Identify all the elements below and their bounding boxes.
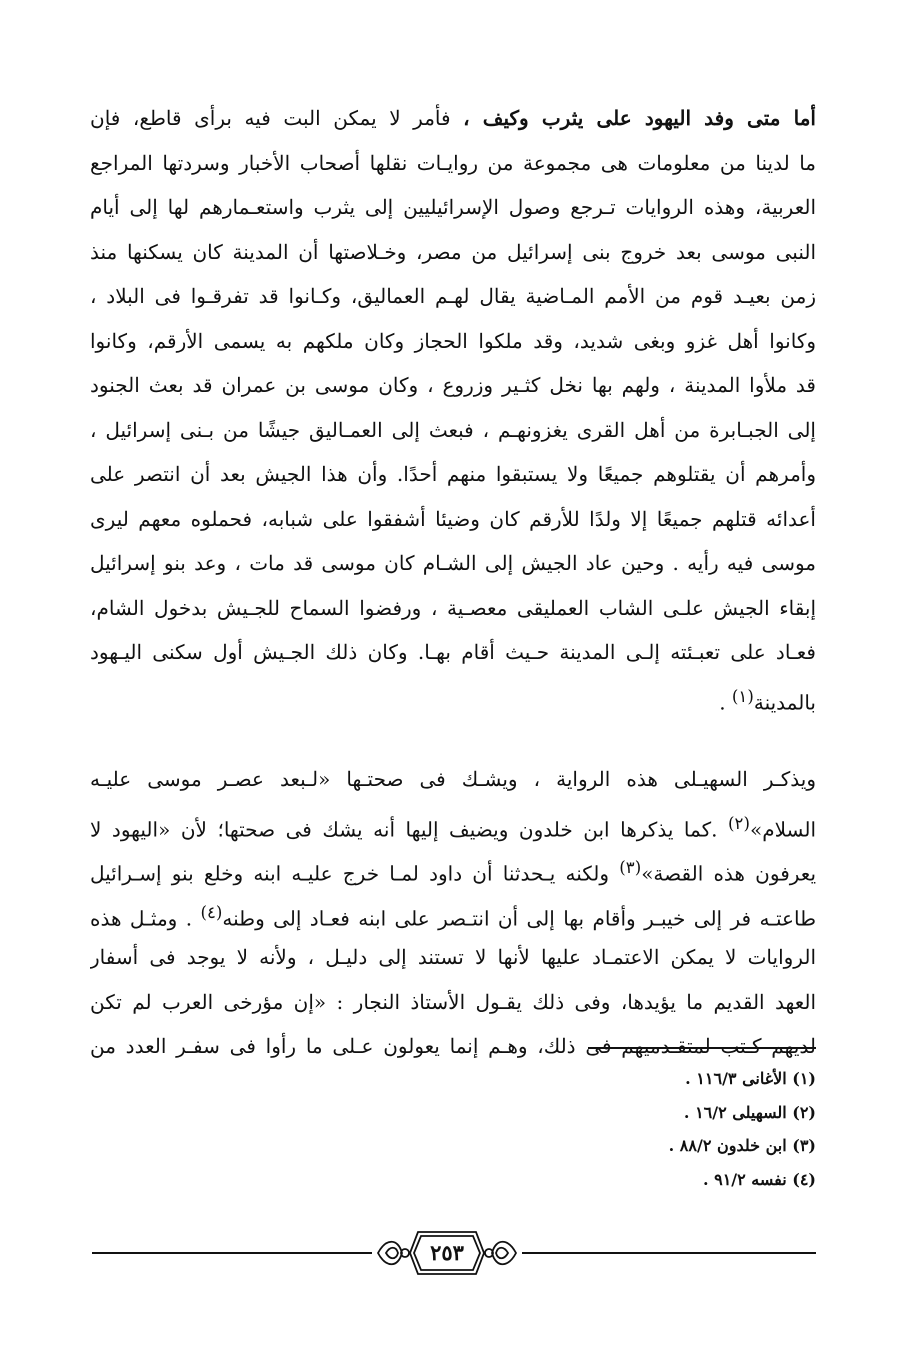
text-line: زمن بعيـد قوم من الأمم المـاضية يقال لهـم العماليق، وكـانوا قد تفرقـوا فى البلاد ، <box>90 284 816 308</box>
footnote-ref: (٣) <box>619 858 642 877</box>
main-text <box>90 96 816 1069</box>
text-line: وكانوا أهل غزو وبغى شديد، وقد ملكوا الحجاز وكان ملكهم به يسمى الأرقم، وكانوا <box>90 328 816 353</box>
text-line: وأمرهم أن يقتلوهم جميعًا ولا يستبقوا منهم أحدًا. وأن هذا الجيش بعد أن انتصر على <box>90 462 816 486</box>
bottom-rule-left <box>92 1252 372 1254</box>
text-line: إبقاء الجيش علـى الشاب العمليقى معصـية ، ورفضوا السماح للجـيش بدخول الشام، <box>90 595 816 620</box>
text-line: النبى موسى بعد خروج بنى إسرائيل من مصر، وخـلاصتها أن المدينة كان يسكنها منذ <box>90 239 816 264</box>
text-span: بالمدينة <box>753 690 816 715</box>
paragraph-gap <box>90 719 816 757</box>
footnote-ref: (٤) <box>200 902 223 922</box>
text-span: فأمر لا يمكن البت فيه برأى قاطع، فإن <box>90 106 451 130</box>
text-line <box>90 802 816 847</box>
end-mark: . <box>719 690 726 715</box>
footnote-ref: (٢) <box>728 813 750 833</box>
footnote: (٤) نفسه ٩١/٢ . <box>702 1169 816 1189</box>
footnote: (١) الأغانى ١١٦/٣ . <box>685 1069 816 1088</box>
text-line: فعـاد على تعبـئته إلـى المدينة حـيث أقام بهـا. وكان ذلك الجـيش أول سكنى اليـهود <box>90 640 816 664</box>
page-number: ٢٥٣ <box>430 1240 464 1265</box>
footnote: (٣) ابن خلدون ٨٨/٢ . <box>668 1136 816 1155</box>
footnote: (٢) السهيلى ١٦/٢ . <box>683 1102 816 1122</box>
text-line: العربية، وهذه الروايات تـرجع وصول الإسرائيليين إلى يثرب واستعـمارهم لها إلى أيام <box>90 195 816 219</box>
text-span: طاعتـه فر إلى خيبـر وأقام بها إلى أن انتـصر على ابنه فعـاد إلى وطنه <box>222 906 816 931</box>
text-line <box>90 891 816 936</box>
footnote-divider <box>588 1047 816 1049</box>
text-line: قد ملأوا المدينة ، ولهم بها نخل كثـير وزروع ، وكان موسى بن عمران قد بعث الجنود <box>90 373 816 397</box>
footnote-ref: (١) <box>731 686 754 706</box>
text-line: ما لدينا من معلومات هى مجموعة من روايـات نقلها أصحاب الأخبار وسردتها المراجع <box>90 150 816 175</box>
text-line: الروايات لا يمكن الاعتمـاد عليها لأنها لا تستند إلى دليـل ، ولأنه لا يوجد فى أسفار <box>90 945 816 969</box>
text-span: ولكنه يـحدثنا أن داود لمـا خرج عليـه ابنه وخلع بنو إسـرائيل <box>90 861 610 886</box>
text-line: إلى الجبـابرة من أهل القرى يغزونهـم ، فبعث إلى العمـاليق جيشًا من بـنى إسرائيل ، <box>90 417 816 442</box>
text-line: أعدائه قتلهم جميعًا إلا ولدًا للأرقم كان وضيئا أشفقوا على شبابه، فحملوه معهم ليرى <box>90 506 816 531</box>
footnotes <box>480 1062 816 1196</box>
bold-lead: أما متى وفد اليهود على يثرب وكيف ، <box>463 106 816 130</box>
text-line: ويذكـر السهيـلى هذه الرواية ، ويشـك فى صحتـها «لـبعد عصـر موسى عليـه <box>90 767 816 791</box>
bottom-rule-right <box>522 1252 816 1254</box>
paragraph-1 <box>90 96 816 719</box>
text-line: موسى فيه رأيه . وحين عاد الجيش إلى الشـام كان موسى قد مات ، وعد بنو إسرائيل <box>90 551 816 575</box>
text-line <box>90 675 816 720</box>
text-span: يعرفون هذه القصة» <box>641 861 816 886</box>
text-span: السلام» <box>749 817 816 842</box>
text-line <box>90 846 816 891</box>
paragraph-2 <box>90 757 816 1069</box>
text-line <box>90 96 816 141</box>
text-line: لديهم كـتب لمتقـدميهم فى ذلك، وهـم إنما يعولون عـلى ما رأوا فى سفـر العدد من <box>90 1034 816 1058</box>
text-line: العهد القديم ما يؤيدها، وفى ذلك يقـول الأستاذ النجار : «إن مؤرخى العرب لم تكن <box>90 989 816 1014</box>
text-span: .كما يذكرها ابن خلدون ويضيف إليها أنه يشك فى صحتها؛ لأن «اليهود لا <box>90 817 718 842</box>
text-span: . ومثـل هذه <box>90 906 193 931</box>
